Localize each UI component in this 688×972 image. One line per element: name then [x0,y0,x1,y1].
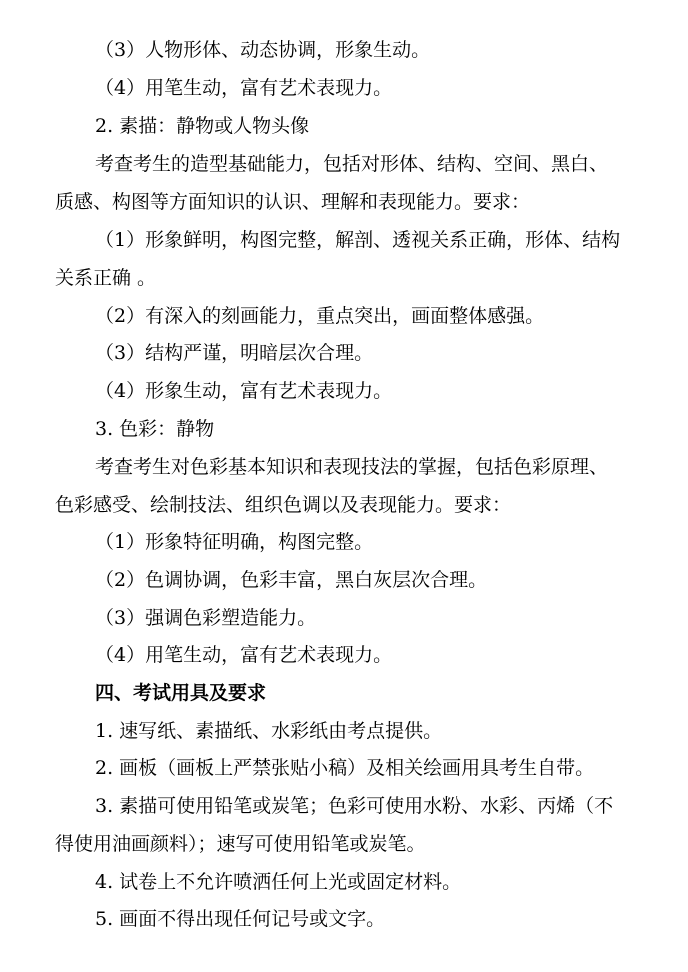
text-line: 2. 画板（画板上严禁张贴小稿）及相关绘画用具考生自带。 [95,757,595,779]
text-line: 1. 速写纸、素描纸、水彩纸由考点提供。 [95,720,443,742]
text-line: 质感、构图等方面知识的认识、理解和表现能力。要求： [55,191,531,213]
text-line: （4）形象生动，富有艺术表现力。 [95,380,393,402]
text-line: （1）形象特征明确，构图完整。 [95,531,374,553]
text-line: （1）形象鲜明，构图完整，解剖、透视关系正确，形体、结构 [95,229,621,251]
text-line: 3. 色彩：静物 [95,418,215,440]
text-line: （2）有深入的刻画能力，重点突出，画面整体感强。 [95,305,545,327]
text-line: 4. 试卷上不允许喷洒任何上光或固定材料。 [95,871,462,893]
text-line: 关系正确 。 [55,267,157,289]
text-line: （3）结构严谨，明暗层次合理。 [95,342,374,364]
text-line: 得使用油画颜料）；速写可使用铅笔或炭笔。 [55,833,426,855]
text-line: 考查考生的造型基础能力，包括对形体、结构、空间、黑白、 [95,153,609,175]
section-heading: 四、考试用具及要求 [95,682,267,704]
text-line: 2. 素描：静物或人物头像 [95,115,310,137]
text-line: （3）人物形体、动态协调，形象生动。 [95,39,431,61]
text-line: 色彩感受、绘制技法、组织色调以及表现能力。要求： [55,494,512,516]
text-line: （4）用笔生动，富有艺术表现力。 [95,644,393,666]
text-line: （2）色调协调，色彩丰富，黑白灰层次合理。 [95,569,488,591]
text-line: 3. 素描可使用铅笔或炭笔；色彩可使用水粉、水彩、丙烯（不 [95,795,614,817]
text-line: （3）强调色彩塑造能力。 [95,607,317,629]
text-line: （4）用笔生动，富有艺术表现力。 [95,77,393,99]
text-line: 5. 画面不得出现任何记号或文字。 [95,908,386,930]
text-line: 考查考生对色彩基本知识和表现技法的掌握，包括色彩原理、 [95,456,609,478]
